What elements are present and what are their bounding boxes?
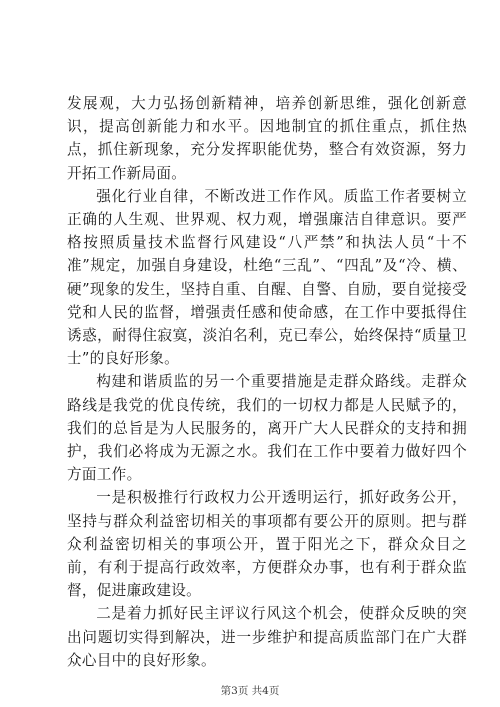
document-body [67,92,467,672]
paragraph-5: 二是着力抓好民主评议行风这个机会，使群众反映的突出问题切实得到解决，进一步维护和提高质监部门在广大群众心目中的良好形象。 [67,605,467,669]
paragraph-1: 发展观，大力弘扬创新精神，培养创新思维，强化创新意识，提高创新能力和水平。因地制宜的抓住重点，抓住热点，抓住新现象，充分发挥职能优势，整合有效资源，努力开拓工作新局面。 [67,95,467,182]
paragraph-4: 一是积极推行行政权力公开透明运行，抓好政务公开，坚持与群众利益密切相关的事项都有要公开的原则。把与群众利益密切相关的事项公开，置于阳光之下，群众众目之前，有利于提高行政效率，方便群众办事，也有利于群众监督，促进廉政建设。 [67,489,467,600]
page-number-footer: 第3页 共4页 [220,685,280,697]
paragraph-3: 构建和谐质监的另一个重要措施是走群众路线。走群众路线是我党的优良传统，我们的一切权力都是人民赋予的，我们的总旨是为人民服务的，离开广大人民群众的支持和拥护，我们必将成为无源之水。我们在工作中要着力做好四个方面工作。 [67,373,467,484]
paragraph-2: 强化行业自律，不断改进工作作风。质监工作者要树立正确的人生观、世界观、权力观，增强廉洁自律意识。要严格按照质量技术监督行风建设“八严禁”和执法人员“十不准”规定，加强自身建设，杜绝“三乱”、“四乱”及“冷、横、硬”现象的发生，坚持自重、自醒、自警、自励，要自觉接受党和人民的监督，增强责任感和使命感，在工作中要抵得住诱惑，耐得住寂寞，淡泊名利，克已奉公，始终保持“质量卫士”的良好形象。 [67,187,467,368]
